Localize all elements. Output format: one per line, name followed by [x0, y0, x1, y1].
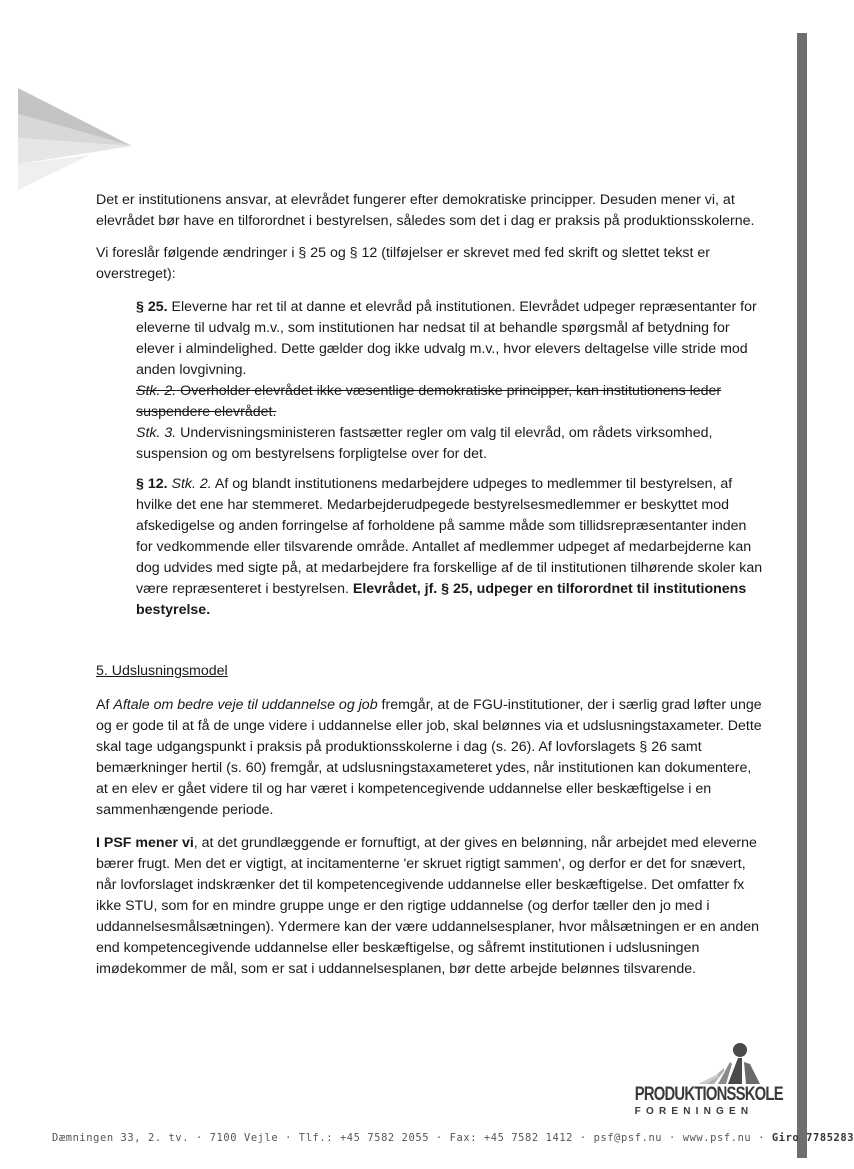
section-label: § 25.: [136, 299, 168, 315]
organization-logo: [618, 1040, 783, 1122]
paper-plane-logo-icon: [0, 80, 140, 200]
paragraph: I PSF mener vi, at det grundlæggende er fornuftigt, at der gives en belønning, når arbejdet med eleverne bærer frugt. Men det er vigtigt, at incitamenterne 'er skruet rigtigt sammen', og derfor er det for snævert, når lovforslaget indskrænker det til kompetencegivende uddannelse eller beskæftigelse. Det omfatter fx ikke STU, som for en mindre gruppe unge er den rigtige uddannelse (og derfor tæller den jo med i uddannelsesmålsætningen). Ydermere kan der være uddannelsesplaner, hvor målsætningen er en anden end kompetencegivende uddannelse eller beskæftigelse, og såfremt institutionen i udslusningen imødekommer de mål, som er sat i uddannelsesplanen, bør dette arbejde belønnes tilsvarende.: [96, 835, 760, 977]
document-body: [96, 190, 764, 980]
page-edge-strip: [797, 33, 807, 1158]
stk-text: Undervisningsministeren fastsætter regler om valg til elevråd, om rådets virksomhed, suspension og om bestyrelsens forpligtelse over for det.: [136, 425, 713, 462]
logo-subtitle: FORENINGEN: [634, 1106, 754, 1117]
footer-address: Dæmningen 33, 2. tv. · 7100 Vejle · Tlf.: +45 7582 2055 · Fax: +45 7582 1412 · psf@psf.nu · www.psf.nu ·: [52, 1132, 765, 1144]
paragraph: Vi foreslår følgende ændringer i § 25 og § 12 (tilføjelser er skrevet med fed skrift og slettet tekst er overstreget):: [96, 245, 711, 282]
section-heading: 5. Udslusningsmodel: [96, 663, 228, 679]
agreement-title: Aftale om bedre veje til uddannelse og job: [113, 697, 378, 713]
page-footer: [52, 1132, 854, 1144]
people-logo-icon: [618, 1040, 770, 1086]
bold-addition: Elevrådet, jf. § 25, udpeger en tilforordnet til institutionens bestyrelse.: [136, 581, 747, 618]
section-12-quote: [96, 474, 764, 621]
section-text: Eleverne har ret til at danne et elevråd på institutionen. Elevrådet udpeger repræsentanter for eleverne til udvalg m.v., som institutionen har nedsat til at behandle spørgsmål af betydning for elever i almindelighed. Dette gælder dog ikke udvalg m.v., hvor elevers deltagelse ville stride mod anden lovgivning.: [136, 299, 757, 378]
paragraph: Af Aftale om bedre veje til uddannelse og job fremgår, at de FGU-institutioner, der i særlig grad løfter unge og er gode til at få de unge videre i uddannelse eller job, skal belønnes via et udslusningstaxameter. Dette skal tage udgangspunkt i praksis på produktionsskolerne i dag (s. 26). Af lovforslagets § 26 samt bemærkninger hertil (s. 60) fremgår, at udslusningstaxameteret ydes, når institutionen kan dokumentere, at en elev er gået videre til og har været i kompetencegivende uddannelse eller beskæftigelse i en sammenhængende periode.: [96, 697, 762, 818]
stk-label: Stk. 2.: [171, 476, 212, 492]
section-label: § 12.: [136, 476, 168, 492]
struck-text: Stk. 2. Overholder elevrådet ikke væsentlige demokratiske principper, kan institutionens leder suspendere elevrådet.: [136, 383, 722, 420]
logo-name: PRODUKTIONSSKOLE: [634, 1084, 783, 1105]
stk-label: Stk. 3.: [136, 425, 177, 441]
paragraph: Det er institutionens ansvar, at elevrådet fungerer efter demokratiske principper. Desuden mener vi, at elevrådet bør have en tilforordnet i bestyrelsen, således som det i dag er praksis på produktionsskolerne.: [96, 192, 755, 229]
footer-giro: Giro 7785283: [771, 1132, 854, 1144]
section-text: Af og blandt institutionens medarbejdere udpeges to medlemmer til bestyrelsen, af hvilke det ene har stemmeret. Medarbejderudpegede bestyrelsesmedlemmer er beskyttet mod afskedigelse og anden forringelse af forholdene på samme måde som tillidsrepræsentanter inden for vedkommende eller tilsvarende område. Antallet af medlemmer udpeget af medarbejderne kan dog udvides med sigte på, at medarbejdere fra forskellige af de til institutionen tilhørende skoler kan være repræsenteret i bestyrelsen.: [136, 476, 763, 597]
section-25-quote: [96, 297, 764, 465]
